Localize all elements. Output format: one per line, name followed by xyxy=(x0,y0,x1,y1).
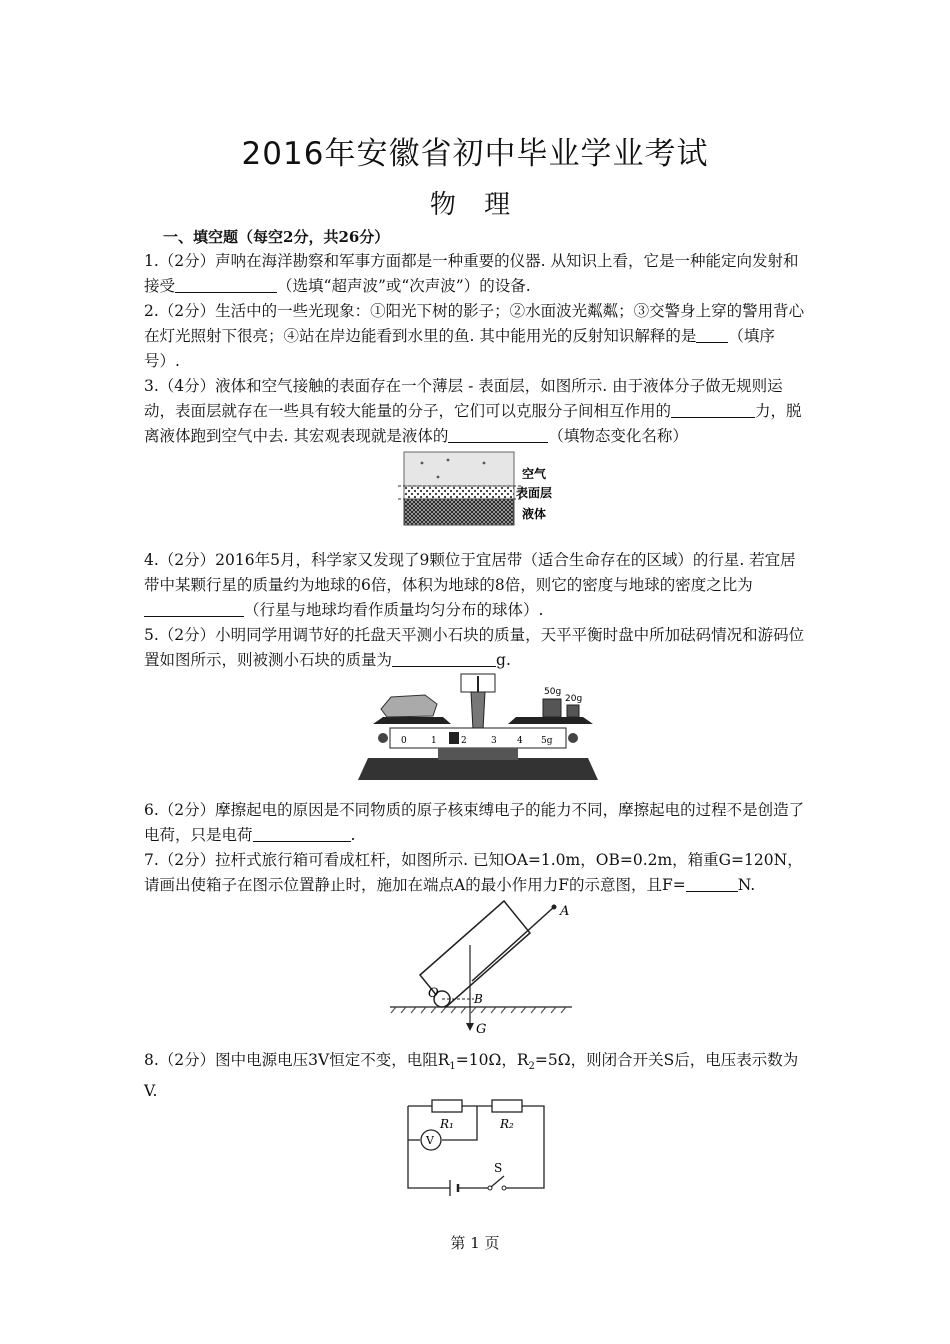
question-6-text: 6.（2分）摩擦起电的原因是不同物质的原子核束缚电子的能力不同，摩擦起电的过程不是创造了电荷，只是电荷 xyxy=(144,801,805,844)
weight-20g-label: 20g xyxy=(565,694,583,704)
r2-label: R₂ xyxy=(500,1117,514,1131)
page-footer xyxy=(0,1232,950,1253)
balance-figure xyxy=(343,672,613,784)
question-5 xyxy=(144,623,808,673)
point-b-label: B xyxy=(474,992,483,1006)
surface-layer-figure xyxy=(398,450,568,530)
question-3 xyxy=(144,374,808,449)
question-1 xyxy=(144,249,808,299)
trolley-case-figure xyxy=(390,895,580,1035)
point-a-label: A xyxy=(560,904,570,919)
resistor-r2 xyxy=(492,1100,522,1112)
question-6 xyxy=(144,798,808,848)
liquid-region xyxy=(404,499,514,525)
question-5-text-end: g. xyxy=(496,651,511,669)
question-7-text: 7.（2分）拉杆式旅行箱可看成杠杆，如图所示. 已知OA=1.0m，OB=0.2m，箱重G=120N，请画出使箱子在图示位置静止时，施加在端点A的最小作用力F的示意图，且F= xyxy=(144,851,803,894)
weight-50g-label: 50g xyxy=(544,687,562,697)
answer-blank[interactable] xyxy=(448,427,548,443)
left-pan xyxy=(373,717,451,724)
scale-tick: 0 xyxy=(401,736,407,746)
question-4 xyxy=(144,548,808,623)
question-8-text-2: =10Ω，R xyxy=(455,1051,529,1069)
question-8-text-3: =5Ω，则闭合开关S后，电压表示数为 xyxy=(534,1051,799,1069)
weight-20g xyxy=(567,705,579,717)
air-label: 空气 xyxy=(522,467,547,481)
question-7-text-end: N. xyxy=(737,876,756,894)
question-3-text-mid: 力，脱离液体跑到空气中去. 其宏观表现就是液体的 xyxy=(144,402,802,445)
switch-s[interactable] xyxy=(491,1176,504,1187)
question-6-text-end: . xyxy=(350,826,356,844)
surface-layer-label: 表面层 xyxy=(516,486,553,500)
question-7 xyxy=(144,848,808,898)
answer-blank[interactable] xyxy=(696,327,728,343)
answer-blank[interactable] xyxy=(175,277,277,293)
beam-scale xyxy=(390,728,566,748)
switch-label: S xyxy=(494,1161,503,1175)
right-pan xyxy=(508,717,593,724)
question-1-text: 1.（2分）声呐在海洋勘察和军事方面都是一种重要的仪器. 从知识上看，它是一种能定向发射和接受 xyxy=(144,252,799,295)
voltmeter-label: V xyxy=(426,1134,434,1147)
question-8-text-end: V. xyxy=(144,1082,158,1101)
r1-label: R₁ xyxy=(440,1117,454,1131)
scale-tick: 4 xyxy=(517,736,523,746)
balance-base xyxy=(358,758,598,780)
gravity-label: G xyxy=(476,1022,487,1035)
answer-blank[interactable] xyxy=(392,651,496,667)
point-o-label: O xyxy=(428,986,439,1001)
scale-tick: 5g xyxy=(541,736,553,746)
rider[interactable] xyxy=(449,732,459,744)
footer-post: 页 xyxy=(484,1234,500,1252)
answer-blank[interactable] xyxy=(253,826,351,842)
weight-50g xyxy=(543,699,561,717)
surface-layer-region xyxy=(404,486,514,499)
question-2 xyxy=(144,299,808,374)
question-4-text: 4.（2分）2016年5月，科学家又发现了9颗位于宜居带（适合生命存在的区域）的行星. 若宜居带中某颗行星的质量约为地球的6倍，体积为地球的8倍，则它的密度与地球的密度之比为 xyxy=(144,551,796,594)
footer-pre: 第 xyxy=(450,1234,466,1252)
liquid-label: 液体 xyxy=(522,507,547,521)
scale-tick: 2 xyxy=(461,736,467,746)
air-region xyxy=(404,452,514,486)
answer-blank[interactable] xyxy=(144,601,244,617)
scale-tick: 3 xyxy=(491,736,497,746)
question-4-text-end: （行星与地球均看作质量均匀分布的球体）. xyxy=(244,601,544,619)
exam-title: 2016年安徽省初中毕业学业考试 xyxy=(241,136,709,172)
question-1-text-end: （选填“超声波”或“次声波”）的设备. xyxy=(277,277,531,295)
gravity-arrow xyxy=(466,1023,474,1031)
section-heading: 一、填空题（每空2分，共26分） xyxy=(163,228,390,246)
page-number: 1 xyxy=(470,1234,480,1252)
stone xyxy=(381,695,437,717)
scale-tick: 1 xyxy=(431,736,437,746)
answer-blank[interactable] xyxy=(686,876,738,892)
resistor-r1 xyxy=(432,1100,462,1112)
question-8-text: 8.（2分）图中电源电压3V恒定不变，电阻R xyxy=(144,1051,450,1069)
question-2-text: 2.（2分）生活中的一些光现象：①阳光下树的影子；②水面波光粼粼；③交警身上穿的警用背心在灯光照射下很亮；④站在岸边能看到水里的鱼. 其中能用光的反射知识解释的是 xyxy=(144,302,805,345)
subject-title: 物 理 xyxy=(429,190,521,220)
subscript: 2 xyxy=(528,1061,535,1073)
answer-blank[interactable] xyxy=(671,402,755,418)
question-3-text: 3.（4分）液体和空气接触的表面存在一个薄层 - 表面层，如图所示. 由于液体分子做无规则运动，表面层就存在一些具有较大能量的分子，它们可以克服分子间相互作用的 xyxy=(144,377,783,420)
question-5-text: 5.（2分）小明同学用调节好的托盘天平测小石块的质量，天平平衡时盘中所加砝码情况和游码位置如图所示，则被测小石块的质量为 xyxy=(144,626,805,669)
subscript: 1 xyxy=(449,1061,456,1073)
question-3-text-end: （填物态变化名称） xyxy=(548,427,688,445)
circuit-figure xyxy=(404,1096,550,1198)
question-2-text-end: （填序号）. xyxy=(144,327,775,370)
